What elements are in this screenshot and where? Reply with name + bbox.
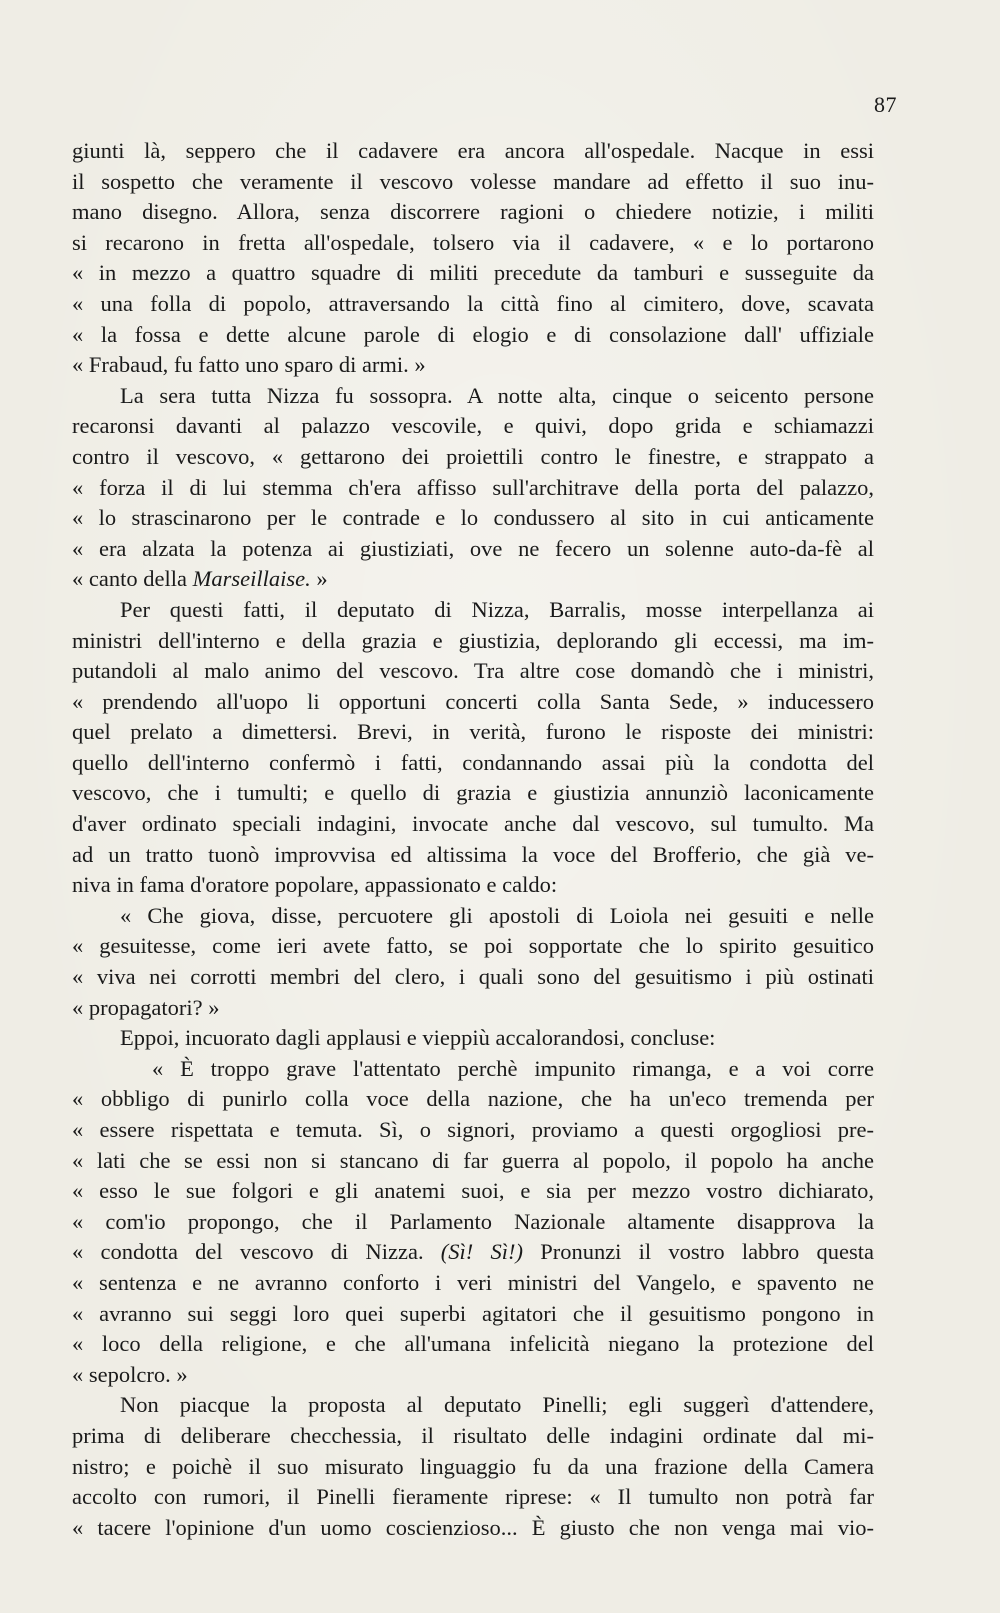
text-line: accolto con rumori, il Pinelli fieramente riprese: « Il tumulto non potrà far: [72, 1484, 874, 1510]
text-line: « canto della Marseillaise. »: [72, 566, 328, 592]
text-line: ministri dell'interno e della grazia e giustizia, deplorando gli eccessi, ma im-: [72, 627, 874, 653]
text-line: « È troppo grave l'attentato perchè impunito rimanga, e a voi corre: [152, 1055, 874, 1081]
text-line: giunti là, seppero che il cadavere era ancora all'ospedale. Nacque in essi: [72, 138, 874, 163]
text-line: « condotta del vescovo di Nizza. (Sì! Sì!) Pronunzi il vostro labbro questa: [72, 1239, 874, 1265]
text-line: « tacere l'opinione d'un uomo coscienzioso... È giusto che non venga mai vio-: [72, 1514, 874, 1540]
text-line: « prendendo all'uopo li opportuni concerti colla Santa Sede, » inducessero: [72, 688, 874, 714]
text-line: « Frabaud, fu fatto uno sparo di armi. »: [72, 352, 426, 378]
text-line: « com'io propongo, che il Parlamento Nazionale altamente disapprova la: [72, 1208, 874, 1234]
text-line: « forza il di lui stemma ch'era affisso sull'architrave della porta del palazzo,: [72, 474, 874, 500]
page-number: 87: [874, 92, 897, 117]
text-line: « in mezzo a quattro squadre di militi precedute da tamburi e susseguite da: [72, 260, 874, 286]
text-line: « esso le sue folgori e gli anatemi suoi, e sia per mezzo vostro dichiarato,: [72, 1178, 874, 1204]
text-line: « una folla di popolo, attraversando la città fino al cimitero, dove, scavata: [72, 290, 874, 316]
text-line: « sepolcro. »: [72, 1361, 188, 1387]
text-line: il sospetto che veramente il vescovo volesse mandare ad effetto il suo inu-: [72, 168, 874, 194]
text-line: « loco della religione, e che all'umana infelicità niegano la protezione del: [72, 1331, 874, 1357]
text-line: « gesuitesse, come ieri avete fatto, se poi sopportate che lo spirito gesuitico: [72, 933, 874, 959]
text-line: « viva nei corrotti membri del clero, i quali sono del gesuitismo i più ostinati: [72, 964, 874, 990]
text-line: quel prelato a dimettersi. Brevi, in verità, furono le risposte dei ministri:: [72, 719, 874, 745]
text-line: nistro; e poichè il suo misurato linguaggio fu da una frazione della Camera: [72, 1453, 874, 1479]
text-line: « avranno sui seggi loro quei superbi agitatori che il gesuitismo pongono in: [72, 1300, 874, 1326]
body-text: [72, 136, 874, 1543]
italic-text: (Sì! Sì!): [440, 1239, 523, 1265]
text-line: ad un tratto tuonò improvvisa ed altissima la voce del Brofferio, che già ve-: [72, 841, 874, 867]
text-line: La sera tutta Nizza fu sossopra. A notte alta, cinque o seicento persone: [120, 382, 874, 408]
text-line: Eppoi, incuorato dagli applausi e vieppiù accalorandosi, concluse:: [120, 1025, 716, 1051]
text-line: prima di deliberare checchessia, il risultato delle indagini ordinate dal mi-: [72, 1422, 874, 1448]
text-line: « essere rispettata e temuta. Sì, o signori, proviamo a questi orgogliosi pre-: [72, 1117, 874, 1142]
text-line: Non piacque la proposta al deputato Pinelli; egli suggerì d'attendere,: [120, 1392, 874, 1418]
text-line: « lati che se essi non si stancano di far guerra al popolo, il popolo ha anche: [72, 1147, 874, 1173]
text-line: « Che giova, disse, percuotere gli apostoli di Loiola nei gesuiti e nelle: [120, 902, 874, 928]
text-line: « propagatori? »: [72, 994, 220, 1020]
text-line: recaronsi davanti al palazzo vescovile, e quivi, dopo grida e schiamazzi: [72, 413, 874, 439]
text-line: si recarono in fretta all'ospedale, tolsero via il cadavere, « e lo portarono: [72, 229, 874, 255]
text-line: vescovo, che i tumulti; e quello di grazia e giustizia annunziò laconicamente: [72, 780, 874, 806]
text-line: « la fossa e dette alcune parole di elogio e di consolazione dall' uffiziale: [72, 321, 874, 347]
text-line: « obbligo di punirlo colla voce della nazione, che ha un'eco tremenda per: [72, 1086, 874, 1112]
text-line: contro il vescovo, « gettarono dei proiettili contro le finestre, e strappato a: [72, 443, 874, 469]
text-line: niva in fama d'oratore popolare, appassionato e caldo:: [72, 872, 558, 898]
text-line: quello dell'interno confermò i fatti, condannando assai più la condotta del: [72, 749, 874, 775]
text-line: « era alzata la potenza ai giustiziati, ove ne fecero un solenne auto-da-fè al: [72, 535, 874, 561]
text-line: Per questi fatti, il deputato di Nizza, Barralis, mosse interpellanza ai: [120, 596, 874, 622]
text-line: mano disegno. Allora, senza discorrere ragioni o chiedere notizie, i militi: [72, 199, 874, 225]
text-line: « sentenza e ne avranno conforto i veri ministri del Vangelo, e spavento ne: [72, 1269, 874, 1295]
text-line: « lo strascinarono per le contrade e lo condussero al sito in cui anticamente: [72, 505, 874, 531]
text-line: putandoli al malo animo del vescovo. Tra altre cose domandò che i ministri,: [72, 658, 874, 684]
italic-text: Marseillaise.: [192, 566, 311, 592]
text-line: d'aver ordinato speciali indagini, invocate anche dal vescovo, sul tumulto. Ma: [72, 811, 874, 837]
